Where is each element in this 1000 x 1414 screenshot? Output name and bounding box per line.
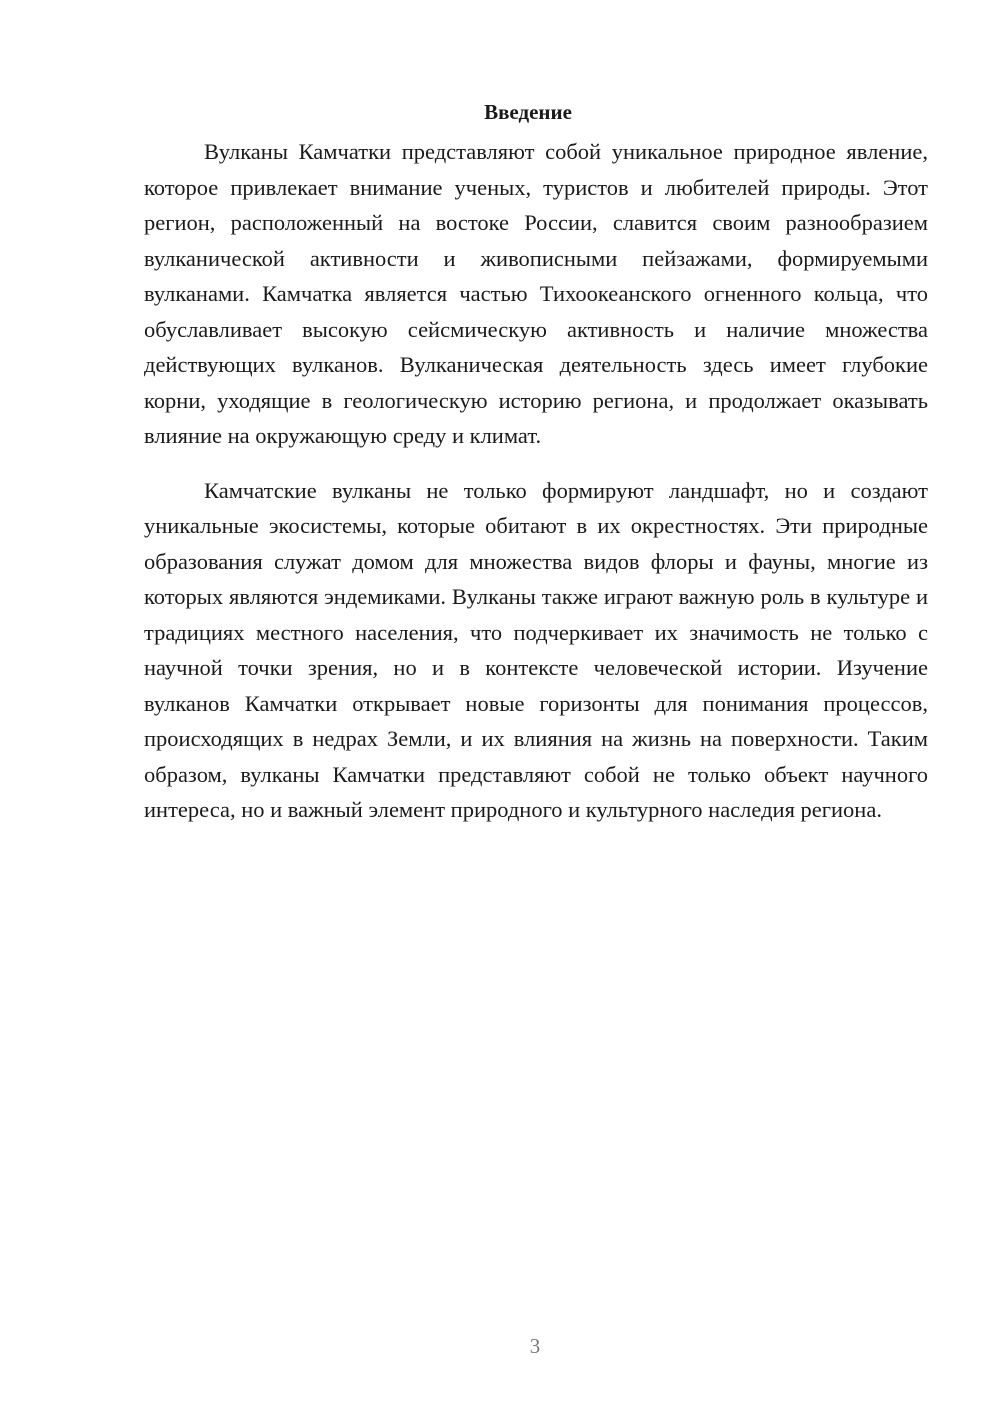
section-title: Введение <box>484 100 572 124</box>
paragraph-1: Вулканы Камчатки представляют собой уникальное природное явление, которое привлекает внимание ученых, туристов и любителей природы. Этот регион, расположенный на востоке России, славится своим разнообразием вулканической активности и живописными пейзажами, формируемыми вулканами. Камчатка является частью Тихоокеанского огненного кольца, что обуславливает высокую сейсмическую активность и наличие множества действующих вулканов. Вулканическая деятельность здесь имеет глубокие корни, уходящие в геологическую историю региона, и продолжает оказывать влияние на окружающую среду и климат. <box>144 139 928 448</box>
paragraph-2: Камчатские вулканы не только формируют ландшафт, но и создают уникальные экосистемы, которые обитают в их окрестностях. Эти природные образования служат домом для множества видов флоры и фауны, многие из которых являются эндемиками. Вулканы также играют важную роль в культуре и традициях местного населения, что подчеркивает их значимость не только с научной точки зрения, но и в контексте человеческой истории. Изучение вулканов Камчатки открывает новые горизонты для понимания процессов, происходящих в недрах Земли, и их влияния на жизнь на поверхности. Таким образом, вулканы Камчатки представляют собой не только объект научного интереса, но и важный элемент природного и культурного наследия региона. <box>144 477 928 822</box>
page-number: 3 <box>529 1334 541 1358</box>
page-content <box>144 96 928 828</box>
